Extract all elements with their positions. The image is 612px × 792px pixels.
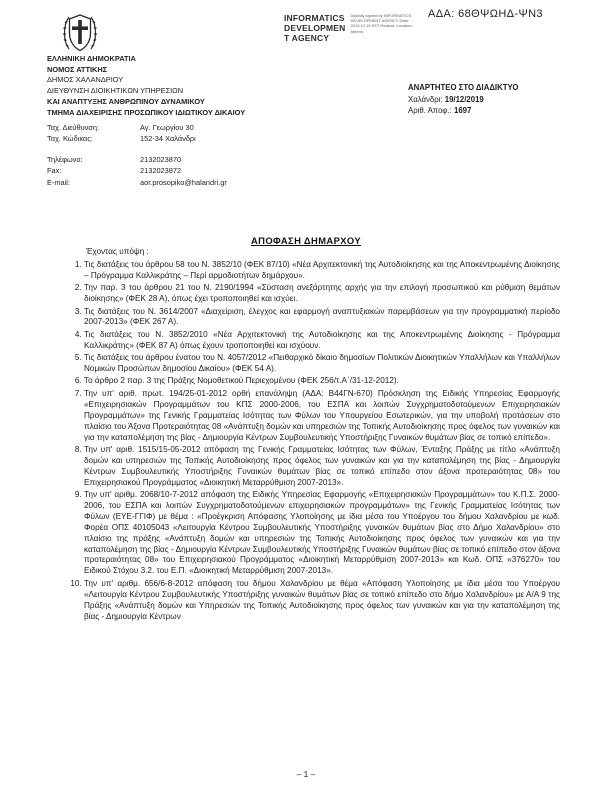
greek-coat-of-arms-icon xyxy=(60,12,100,54)
signature-agency-name: INFORMATICS DEVELOPMEN T AGENCY xyxy=(284,13,346,44)
publish-notice: ΑΝΑΡΤΗΤΕΟ ΣΤΟ ΔΙΑΔΙΚΤΥΟ xyxy=(408,83,519,92)
consideration-item: 2. Την παρ. 3 του άρθρου 21 του Ν. 2190/1994 «Σύσταση ανεξάρτητης αρχής για την επιλογή προσωπικού και ρύθμιση θεμάτων διοίκησης» (ΦΕΚ 28 Α), όπως έχει τροποποιηθεί και ισχύει. xyxy=(84,283,560,305)
place-label: Χαλάνδρι: xyxy=(408,94,443,104)
consideration-item: 5. Τις διατάξεις του άρθρου ένατου του Ν. 4057/2012 «Πειθαρχικό δίκαιο δημοσίων Πολιτικών Διοικητικών Υπαλλήλων και Υπαλλήλων Νομικών Προσώπων δημοσίου Δικαίου» (ΦΕΚ 54 Α). xyxy=(84,353,560,375)
issuer-line: ΤΜΗΜΑ ΔΙΑΧΕΙΡΙΣΗΣ ΠΡΟΣΩΠΙΚΟΥ ΙΔΙΩΤΙΚΟΥ ΔΙΚΑΙΟΥ xyxy=(47,107,246,117)
contact-label: Ταχ. Διεύθυνση: xyxy=(47,123,100,132)
consideration-item: 6. Το άρθρο 2 παρ. 3 της Πράξης Νομοθετικού Περιεχομένου (ΦΕΚ 256/τ.Α΄/31-12-2012). xyxy=(84,376,560,387)
ada-code: ΑΔΑ: 68ΘΨΩΗΔ-ΨΝ3 xyxy=(428,8,543,20)
date-value: 19/12/2019 xyxy=(444,94,484,104)
issuer-line: ΔΙΕΥΘΥΝΣΗ ΔΙΟΙΚΗΤΙΚΩΝ ΥΠΗΡΕΣΙΩΝ xyxy=(47,86,184,96)
page-title: ΑΠΟΦΑΣΗ ΔΗΜΑΡΧΟΥ xyxy=(251,235,361,246)
document-meta xyxy=(408,82,518,117)
decision-number-line xyxy=(408,105,518,117)
consideration-item: 4. Τις διατάξεις του Ν. 3852/2010 «Νέα Αρχιτεκτονική της Αυτοδιοίκησης και της Αποκεντρωμένης Διοίκησης - Πρόγραμμα Καλλικράτης» (ΦΕΚ 87 Α) όπως έχουν τροποποιηθεί και ισχύουν. xyxy=(84,330,560,352)
decision-body xyxy=(70,247,560,624)
contact-value: 2132023872 xyxy=(140,166,182,176)
issuer-line: ΔΗΜΟΣ ΧΑΛΑΝΔΡΙΟΥ xyxy=(47,75,124,85)
issuer-line: ΝΟΜΟΣ ΑΤΤΙΚΗΣ xyxy=(47,64,108,74)
consideration-item: 3. Τις διατάξεις του Ν. 3614/2007 «Διαχείριση, έλεγχος και εφαρμογή αναπτυξιακών παρεμβάσεων για την προγραμματική περίοδο 2007-2013» (ΦΕΚ 267 Α). xyxy=(84,307,560,329)
decision-label: Αριθ. Αποφ.: xyxy=(408,106,452,115)
consideration-item: 9. Την υπ' αριθμ. 2068/10-7-2012 απόφαση της Ειδικής Υπηρεσίας Εφαρμογής «Επιχειρησιακών Προγραμμάτων» του Κ.Π.Σ. 2000-2006, του ΕΣΠΑ και λοιπών Συγχρηματοδοτούμενων επιχειρησιακών προγραμμάτων» της Γενικής Γραμματείας Ισότητας των Φύλων (ΕΥΕ-ΓΓΙΦ) με θέμα : «Προέγκριση Απόφασης Υλοποίησης με ίδια μέσα του Υποέργου του δήμου Χαλανδρίου με κωδ. Φορέα ΟΠΣ 40105043 «Λειτουργία Κέντρου Συμβουλευτικής Υποστήριξης γυναικών θυμάτων βίας στο Δήμο Χαλανδρίου» στο πλαίσιο της πράξης «Ανάπτυξη δομών και υπηρεσιών της Τοπικής Αυτοδιοίκησης προς όφελος των γυναικών και για την καταπολέμηση της βίας - Δημιουργία Κέντρων Συμβουλευτικής Υποστήριξης Γυναικών θυμάτων βίας σε τοπικό επίπεδο στον άξονα προτεραιότητας 08» του Επιχειρησιακού Προγράμματος «Διοικητική Μεταρρύθμιση 2007-2013» και Κωδ. ΟΠΣ «376270» του Ειδικού Στόχου 3.2. του Ε.Π. «Διοικητική Μεταρρύθμιση 2007-2013». xyxy=(84,490,560,577)
contact-value: 152-34 Χαλάνδρι xyxy=(140,134,196,144)
contact-value: aor.prosopiko@halandri.gr xyxy=(140,177,227,187)
contact-label: Τηλέφωνο: xyxy=(47,154,83,164)
contact-value: 2132023870 xyxy=(140,154,182,164)
signature-details-text: Digitally signed by INFORMATICS DEVELOPMENT AGENCY Date: 2019.12.19 EET Reason: Location: Athens xyxy=(350,13,413,34)
contact-label: Fax: xyxy=(47,166,62,176)
issuer-header xyxy=(47,54,245,118)
decision-number-value: 1697 xyxy=(453,106,472,115)
contact-value: Αγ. Γεωργίου 30 xyxy=(140,123,194,132)
issuer-line: ΚΑΙ ΑΝΑΠΤΥΞΗΣ ΑΝΘΡΩΠΙΝΟΥ ΔΥΝΑΜΙΚΟΥ xyxy=(47,96,205,106)
page-number: – 1 – xyxy=(296,769,316,779)
contact-label: Ταχ. Κώδικας: xyxy=(47,134,93,144)
contact-row xyxy=(47,133,227,144)
considerations-list xyxy=(70,260,560,623)
contact-row xyxy=(47,122,227,133)
contact-label: E-mail: xyxy=(47,177,70,187)
place-date-line xyxy=(408,94,518,106)
consideration-item: 7. Την υπ' αριθ. πρωτ. 194/25-01-2012 ορθή επανάληψη (ΑΔΑ: Β44ΓΝ-670) Πρόσκληση της Ειδικής Υπηρεσίας Εφαρμογής «Επιχειρησιακών Προγραμμάτων του ΚΠΣ 2000-2006, του ΕΣΠΑ και λοιπών Συγχρηματοδοτούμενων Επιχειρησιακών Προγραμμάτων» της Γενικής Γραμματείας Ισότητας των Φύλων του Υπουργείου Εσωτερικών, για την υποβολή προτάσεων στο πλαίσιο του Άξονα Προτεραιότητας 08 «Ανάπτυξη δομών και υπηρεσιών της Τοπικής Αυτοδιοίκησης προς όφελος των γυναικών και για την καταπολέμηση της βίας - Δημιουργία Κέντρων Συμβουλευτικής Υποστήριξης Γυναικών θυμάτων βίας σε τοπικό επίπεδο». xyxy=(84,389,560,444)
contact-row xyxy=(47,154,227,165)
contact-row xyxy=(47,165,227,176)
consideration-item: 10. Την υπ' αριθμ. 656/6-8-2012 απόφαση του δήμου Χαλανδρίου με θέμα «Απόφαση Υλοποίησης με ίδια μέσα του Υποέργου «Λειτουργία Κέντρου Συμβουλευτικής Υποστήριξης γυναικών θυμάτων βίας σε τοπικό επίπεδο στο δήμο Χαλανδρίου» με Α/Α 9 της Πράξης «Ανάπτυξη δομών και Υπηρεσιών της Τοπικής Αυτοδιοίκησης προς όφελος των γυναικών και για την καταπολέμηση της βίας - Δημιουργία Κέντρων xyxy=(84,579,560,623)
contact-row xyxy=(47,177,227,188)
contact-info xyxy=(47,122,227,188)
considerations-intro: Έχοντας υπόψη : xyxy=(86,247,149,256)
issuer-line: ΕΛΛΗΝΙΚΗ ΔΗΜΟΚΡΑΤΙΑ xyxy=(47,54,136,63)
digital-signature-stamp xyxy=(284,13,415,43)
consideration-item: 8. Την υπ' αριθ. 1515/15-05-2012 απόφαση της Γενικής Γραμματείας Ισότητας των Φύλων, Ένταξης Πράξης με τίτλο «Ανάπτυξη δομών και υπηρεσιών της Τοπικής Αυτοδιοίκησης προς όφελος των γυναικών και για την καταπολέμηση της βίας - Δημιουργία Κέντρων Συμβουλευτικής Υποστήριξης Γυναικών θυμάτων βίας σε τοπικό επίπεδο στον άξονα προτεραιότητας 08» του Επιχειρησιακού Προγράμματος «Διοικητική Μεταρρύθμιση 2007-2013». xyxy=(84,445,560,489)
consideration-item: 1. Τις διατάξεις του άρθρου 58 του Ν. 3852/10 (ΦΕΚ 87/10) «Νέα Αρχιτεκτονική της Αυτοδιοίκησης και της Αποκεντρωμένης Διοίκησης – Πρόγραμμα Καλλικράτης – Περί αρμοδιοτήτων δημάρχου». xyxy=(84,260,560,282)
